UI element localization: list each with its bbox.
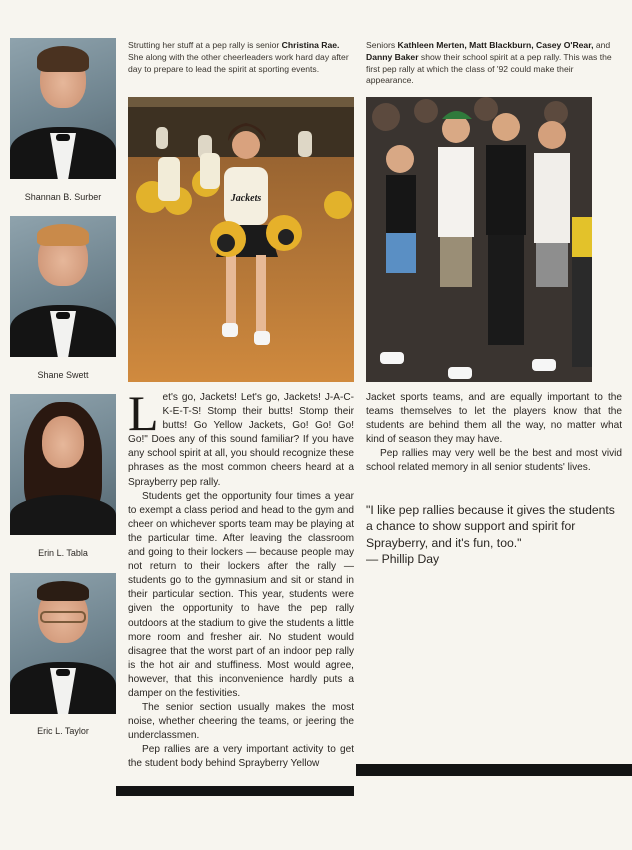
pull-quote: [366, 502, 622, 568]
decorative-rule: [116, 786, 354, 796]
portrait-erin-tabla: [10, 394, 116, 535]
shirt-lettering: Jackets: [230, 193, 262, 204]
portrait-name: Shannan B. Surber: [24, 192, 102, 202]
photo-caption-left: Strutting her stuff at a pep rally is senior Christina Rae. She along with the other cheerleaders work hard day after day to prepare to lead the spirit at sporting events.: [128, 40, 349, 74]
portrait-shannan-surber: [10, 38, 116, 179]
glasses-icon: [40, 611, 86, 623]
article-column-2: Jacket sports teams, and are equally important to the teams themselves to let the players know that the students are behind them all the way, no matter what kind of season they may have. Pep rallies may very well be the best and most vivid school related memory in all senior students' lives.: [366, 392, 622, 474]
quote-attribution: — Phillip Day: [366, 552, 440, 567]
quote-text: "I like pep rallies because it gives the students a chance to show support and spirit for Sprayberry, and it's fun, too.": [366, 503, 615, 550]
photo-cheerleader: [128, 97, 354, 382]
photo-seniors-crowd: [366, 97, 592, 382]
article-column-1: Let's go, Jackets! Let's go, Jackets! J-A-C-K-E-T-S! Stomp their butts! Stomp their butts! Go Yellow Jackets, Go! Go! Go! Go!" Does any of this sound familiar? If you have any school spirit at all, you should recognize these phrases as the most common cheers heard at a Sprayberry pep rally. Students get the opportunity four times a year to exempt a class period and head to the gym and cheer on whichever sports team may be playing at the particular time. After leaving the classroom and going to their lockers — because people may not return to their lockers after the rally — students go to the gymnasium and sit or stand in their particular section. This year, students were given the opportunity to have the pep rally outdoors at the stadium to give the students a little more room and fresher air. No student would disagree that the worst part of an indoor pep rally is the hot air and stuffiness. Most would agree, however, that this inconvenience hardly puts a damper on the festivities. The senior section usually makes the most noise, whether cheering the teams, or jeering the underclassmen. Pep rallies are a very important activity to get the student body behind Sprayberry Yellow: [128, 385, 354, 770]
portrait-name: Eric L. Taylor: [37, 726, 89, 736]
portrait-shane-swett: [10, 216, 116, 357]
decorative-rule: [356, 764, 632, 776]
drop-cap: L: [128, 385, 159, 441]
portrait-eric-taylor: [10, 573, 116, 714]
portrait-name: Shane Swett: [37, 370, 89, 380]
portrait-name: Erin L. Tabla: [38, 548, 88, 558]
photo-caption-right: Seniors Kathleen Merten, Matt Blackburn, Casey O'Rear, and Danny Baker show their school spirit at a pep rally. This was the first pep rally at which the class of '92 could make their appearance.: [366, 40, 612, 86]
